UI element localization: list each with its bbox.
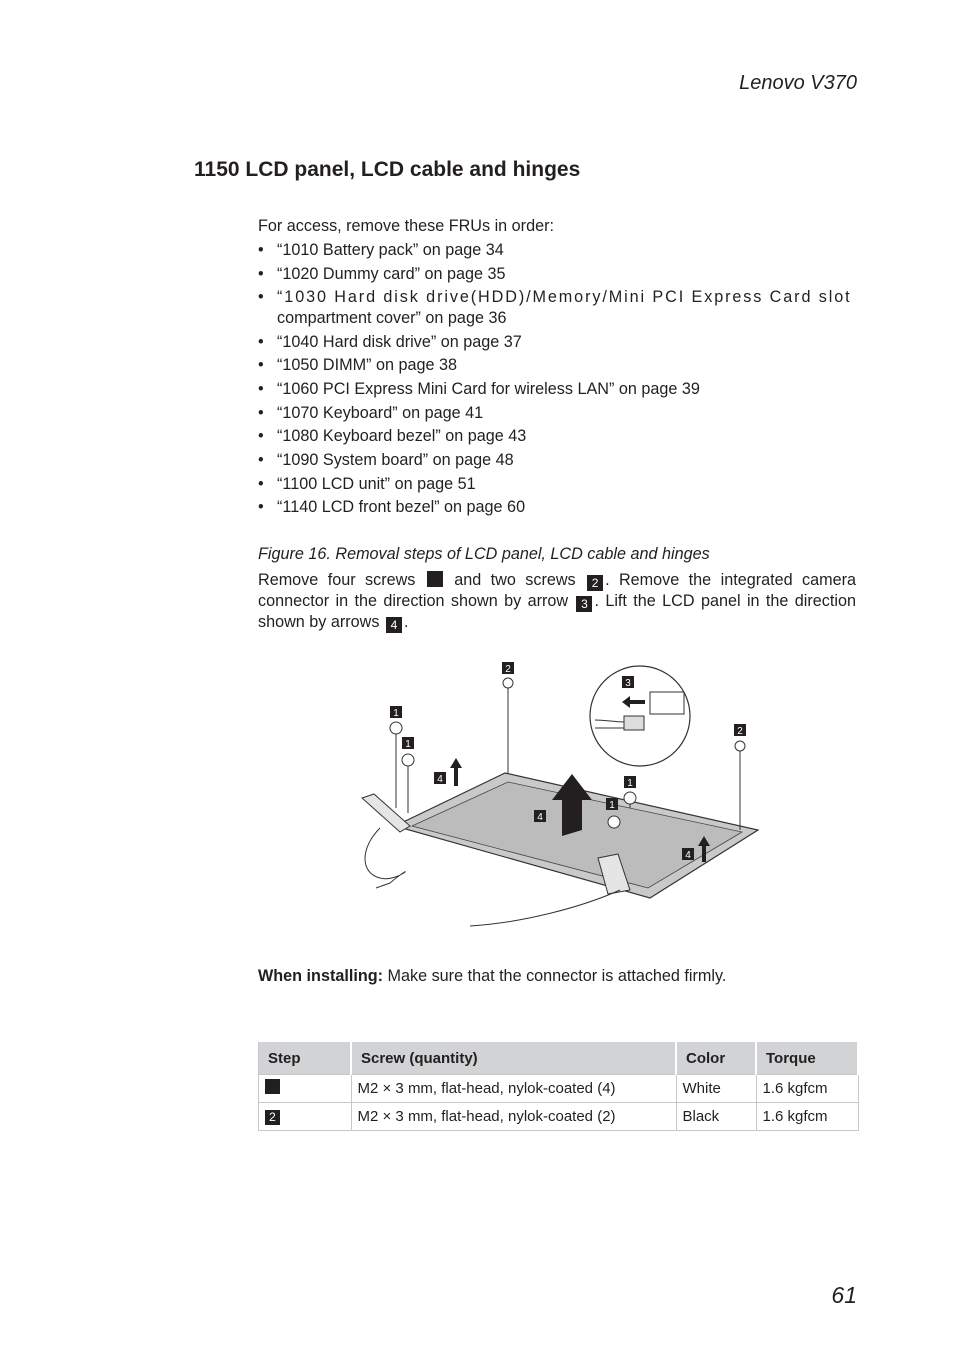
list-item: • “1100 LCD unit” on page 51: [258, 474, 856, 495]
installation-note: When installing: Make sure that the connector is attached firmly.: [258, 967, 727, 985]
screw-icon: [402, 754, 414, 766]
color-cell: White: [676, 1075, 756, 1103]
list-item: • “1070 Keyboard” on page 41: [258, 403, 856, 424]
lcd-cable: [365, 828, 405, 888]
column-header-screw: Screw (quantity): [351, 1042, 676, 1075]
svg-text:4: 4: [437, 774, 443, 785]
lift-arrow-icon: [450, 758, 462, 786]
list-item: • “1030 Hard disk drive(HDD)/Memory/Mini PCI Express Card slot compartment cover” on page 36: [258, 287, 856, 328]
step-marker: 2: [265, 1110, 280, 1125]
list-item: • “1020 Dummy card” on page 35: [258, 264, 856, 285]
list-item: • “1010 Battery pack” on page 34: [258, 240, 856, 261]
callout-marker-4: 4: [386, 617, 402, 633]
svg-text:1: 1: [627, 778, 633, 789]
color-cell: Black: [676, 1103, 756, 1131]
list-item: • “1090 System board” on page 48: [258, 450, 856, 471]
screw-icon: [390, 722, 402, 734]
left-hinge: [362, 794, 410, 832]
callout-1: [402, 737, 414, 750]
screw-icon: [503, 678, 513, 688]
intro-text: For access, remove these FRUs in order:: [258, 217, 554, 235]
screw-icon: [735, 741, 745, 751]
callout-2-right: [734, 724, 746, 737]
callout-marker-1: [427, 571, 443, 587]
callout-marker-3: 3: [576, 596, 592, 612]
svg-text:4: 4: [685, 850, 691, 861]
callout-4: [682, 848, 694, 861]
figure-caption: Figure 16. Removal steps of LCD panel, LCD cable and hinges: [258, 545, 710, 563]
table-header-row: [259, 1042, 859, 1075]
screw-spec-table: [258, 1042, 859, 1131]
table-row: [259, 1075, 859, 1103]
svg-text:1: 1: [405, 739, 411, 750]
screw-icon: [608, 816, 620, 828]
step-marker: [265, 1079, 280, 1094]
list-item: • “1080 Keyboard bezel” on page 43: [258, 426, 856, 447]
antenna-cable: [470, 890, 620, 926]
page-number: 61: [831, 1282, 857, 1308]
svg-text:2: 2: [737, 726, 743, 737]
lcd-removal-figure: [340, 658, 770, 938]
instructions-paragraph: Remove four screws and two screws 2 . Remove the integrated camera connector in the direction shown by arrow 3 . Lift the LCD panel in the direction shown by arrows 4 .: [258, 571, 856, 632]
column-header-step: Step: [259, 1042, 352, 1075]
svg-text:3: 3: [625, 678, 631, 689]
svg-text:2: 2: [505, 664, 511, 675]
column-header-torque: Torque: [756, 1042, 858, 1075]
list-item: • “1060 PCI Express Mini Card for wireless LAN” on page 39: [258, 379, 856, 400]
callout-4: [534, 810, 546, 823]
callout-4: [434, 772, 446, 785]
document-header: Lenovo V370: [739, 72, 857, 94]
callout-3: [622, 676, 634, 689]
list-item: • “1040 Hard disk drive” on page 37: [258, 332, 856, 353]
screw-cell: M2 × 3 mm, flat-head, nylok-coated (2): [351, 1103, 676, 1131]
fru-list: [258, 240, 856, 521]
step-cell: [259, 1103, 352, 1131]
callout-2-top: [502, 662, 514, 675]
list-item: • “1050 DIMM” on page 38: [258, 355, 856, 376]
callout-1: [606, 798, 618, 811]
screw-icon: [624, 792, 636, 804]
step-cell: [259, 1075, 352, 1103]
torque-cell: 1.6 kgfcm: [756, 1103, 858, 1131]
list-item: • “1140 LCD front bezel” on page 60: [258, 497, 856, 518]
svg-text:1: 1: [393, 708, 399, 719]
screw-cell: M2 × 3 mm, flat-head, nylok-coated (4): [351, 1075, 676, 1103]
callout-marker-2: 2: [587, 575, 603, 591]
svg-text:1: 1: [609, 800, 615, 811]
table-row: [259, 1103, 859, 1131]
torque-cell: 1.6 kgfcm: [756, 1075, 858, 1103]
callout-1: [624, 776, 636, 789]
section-title: 1150 LCD panel, LCD cable and hinges: [194, 158, 581, 181]
column-header-color: Color: [676, 1042, 756, 1075]
svg-text:4: 4: [537, 812, 543, 823]
callout-1: [390, 706, 402, 719]
